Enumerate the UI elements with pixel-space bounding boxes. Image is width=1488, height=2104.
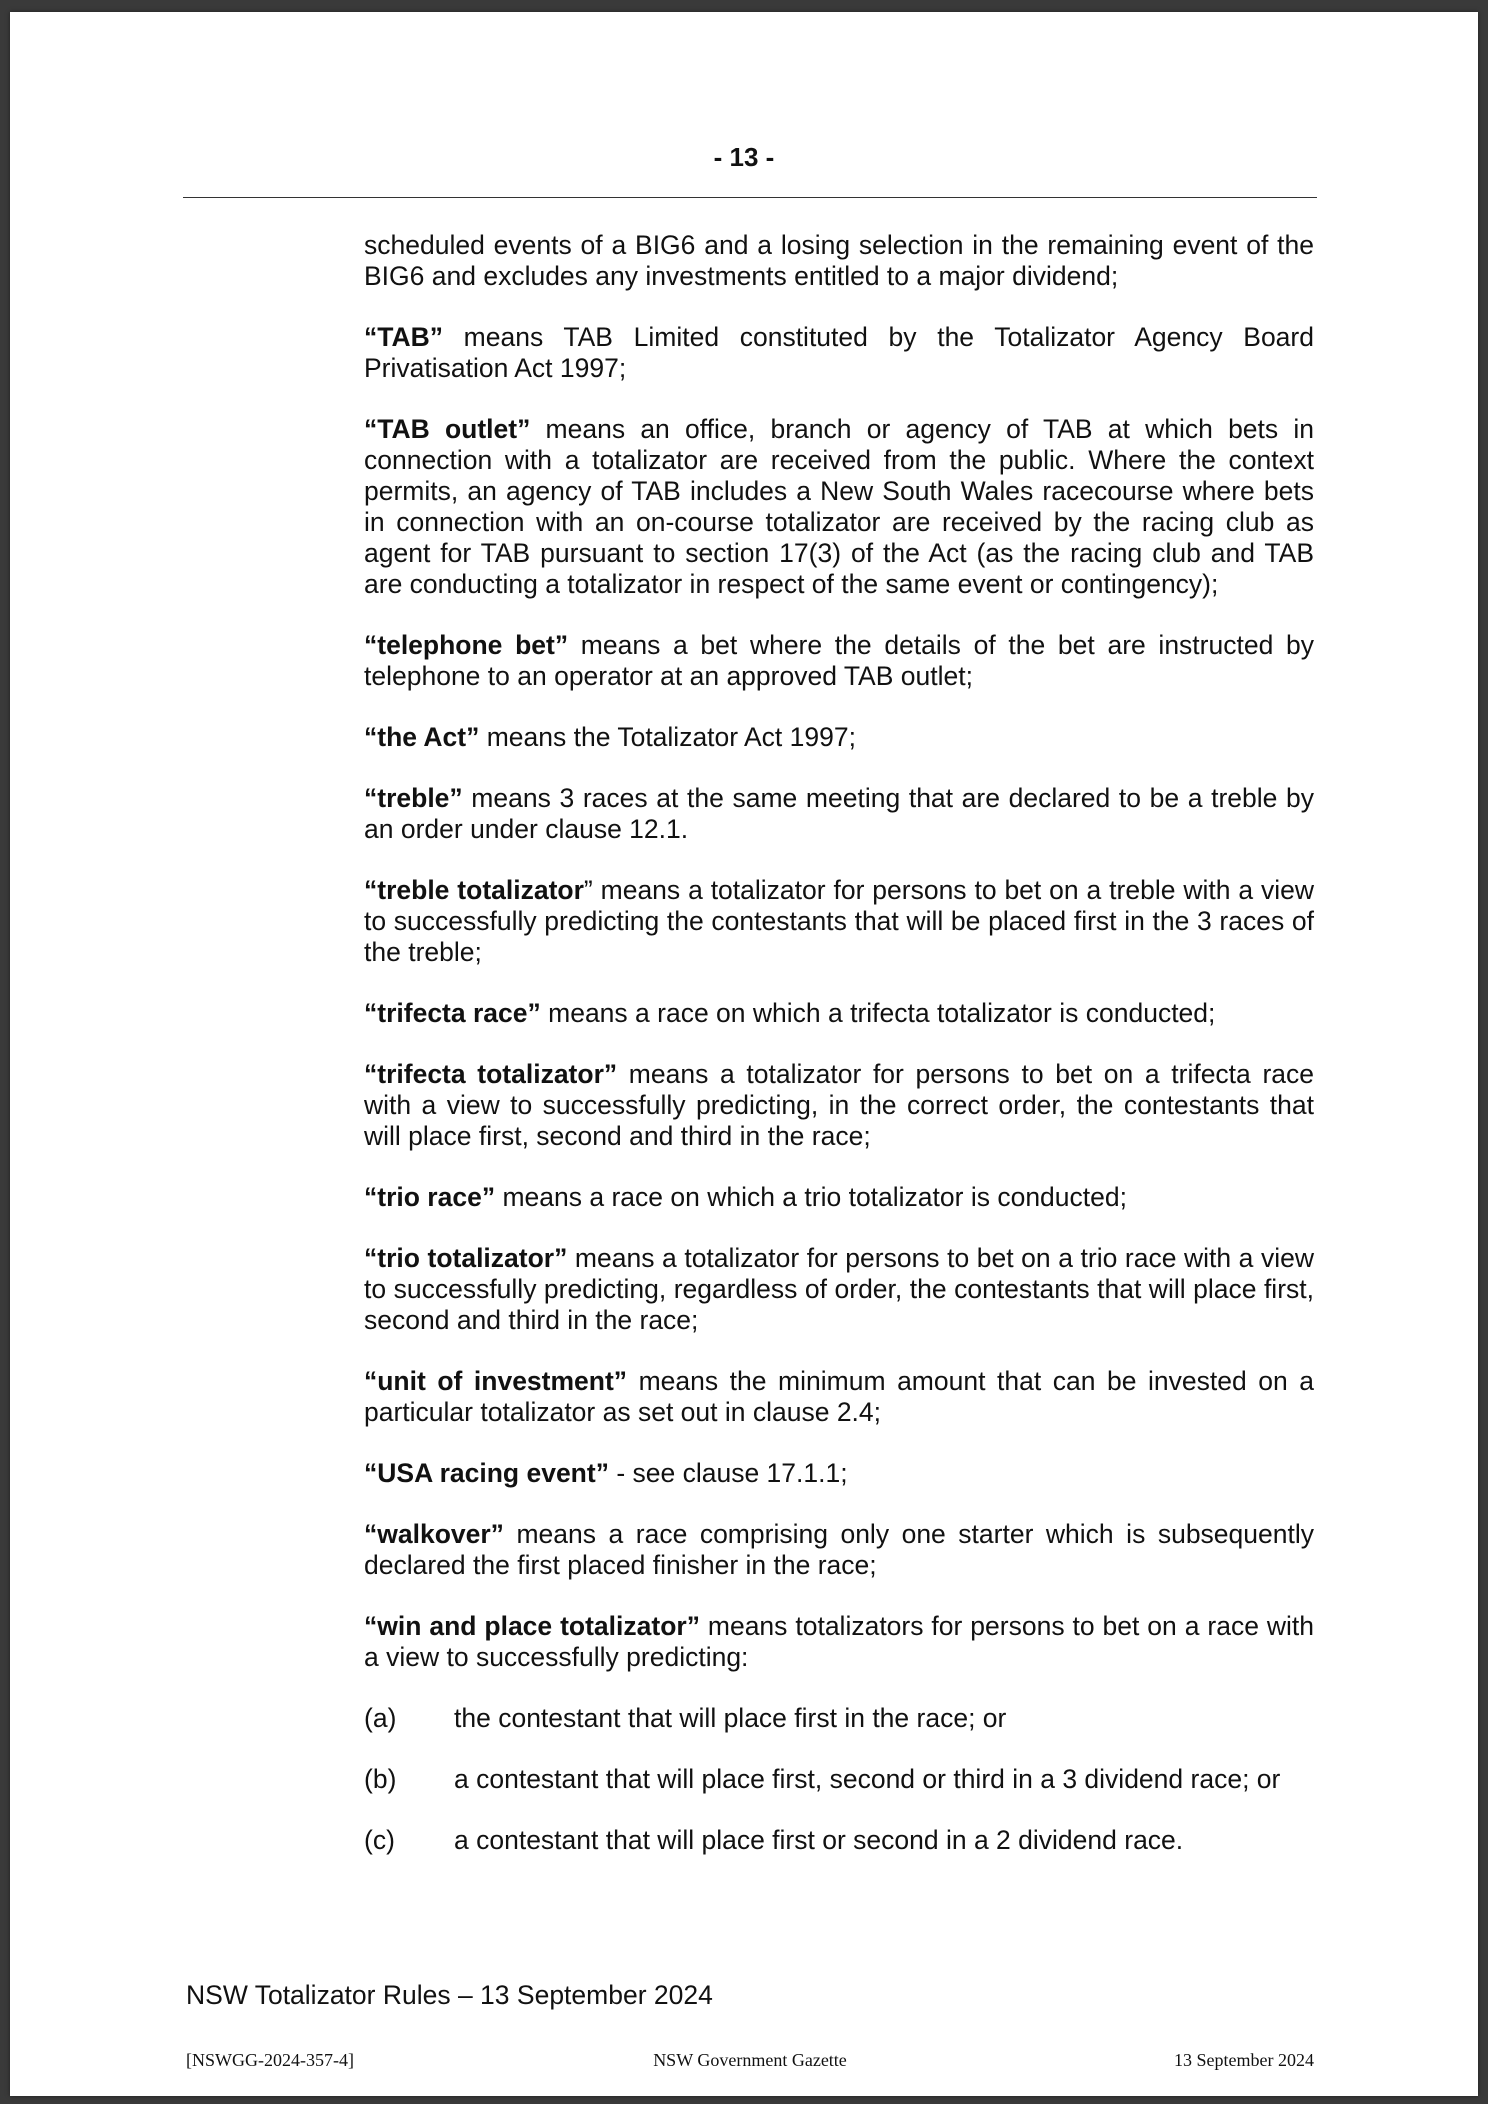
definition-text: means 3 races at the same meeting that are declared to be a treble by an order under clause 12.1. — [364, 783, 1314, 844]
list-item-label: (b) — [364, 1764, 397, 1794]
definition-trifecta-totalizator — [364, 1059, 1314, 1152]
definition-term: “trio totalizator” — [364, 1243, 568, 1273]
gazette-name: NSW Government Gazette — [653, 2050, 847, 2070]
definition-telephone-bet — [364, 630, 1314, 692]
definition-text: means a totalizator for persons to bet on a trio race with a view to successfully predicting, regardless of order, the contestants that will place first, second and third in the race; — [364, 1243, 1314, 1335]
definition-tab — [364, 322, 1314, 384]
definition-term: “telephone bet” — [364, 630, 569, 660]
definitions-body — [364, 230, 1314, 1886]
list-item-text: the contestant that will place first in the race; or — [454, 1703, 1007, 1733]
definition-text: means TAB Limited constituted by the Totalizator Agency Board Privatisation Act 1997; — [364, 322, 1314, 383]
definition-term: “USA racing event” — [364, 1458, 609, 1488]
definition-win-and-place-totalizator — [364, 1611, 1314, 1673]
definition-term: “treble totalizator — [364, 875, 584, 905]
definition-term: “walkover” — [364, 1519, 504, 1549]
definition-term: “trio race” — [364, 1182, 496, 1212]
definition-term: “trifecta race” — [364, 998, 541, 1028]
definition-term: “TAB outlet” — [364, 414, 531, 444]
definition-text: - see clause 17.1.1; — [608, 1458, 848, 1488]
list-item-label: (c) — [364, 1825, 395, 1855]
definition-trifecta-race — [364, 998, 1314, 1029]
definition-text: means a race on which a trio totalizator is conducted; — [495, 1182, 1127, 1212]
definition-term: “trifecta totalizator” — [364, 1059, 618, 1089]
definition-text: means the minimum amount that can be invested on a particular totalizator as set out in clause 2.4; — [364, 1366, 1315, 1427]
definition-text: means an office, branch or agency of TAB at which bets in connection with a totalizator are received from the public. Where the context permits, an agency of TAB includes a New South Wales racecourse where bets in connection with an on-course totalizator are received by the racing club as agent for TAB pursuant to section 17(3) of the Act (as the racing club and TAB are conducting a totalizator in respect of the same event or contingency); — [364, 414, 1315, 599]
list-item-text: a contestant that will place first or second in a 2 dividend race. — [454, 1825, 1184, 1855]
header-divider — [183, 197, 1317, 198]
definition-tab-outlet — [364, 414, 1314, 600]
definition-treble-totalizator — [364, 875, 1314, 968]
definition-trio-totalizator — [364, 1243, 1314, 1336]
definition-term: “TAB” — [364, 322, 443, 352]
definition-walkover — [364, 1519, 1314, 1581]
definition-text: ” means a totalizator for persons to bet on a treble with a view to successfully predicting the contestants that will be placed first in the 3 races of the treble; — [364, 875, 1314, 967]
intro-paragraph: scheduled events of a BIG6 and a losing selection in the remaining event of the BIG6 and excludes any investments entitled to a major dividend; — [364, 230, 1314, 291]
definition-usa-racing-event — [364, 1458, 1314, 1489]
definition-term: “unit of investment” — [364, 1366, 628, 1396]
definition-text: means a totalizator for persons to bet on a trifecta race with a view to successfully predicting, in the correct order, the contestants that will place first, second and third in the race; — [364, 1059, 1314, 1151]
definition-treble — [364, 783, 1314, 845]
definition-trio-race — [364, 1182, 1314, 1213]
gazette-date: 13 September 2024 — [1174, 2050, 1314, 2070]
list-item-text: a contestant that will place first, second or third in a 3 dividend race; or — [454, 1764, 1281, 1794]
footer-title: NSW Totalizator Rules – 13 September 2024 — [186, 1980, 713, 2010]
list-item — [364, 1764, 1314, 1795]
document-page — [10, 12, 1478, 2096]
page-number: - 13 - — [713, 142, 775, 172]
definition-term: “the Act” — [364, 722, 480, 752]
list-item-label: (a) — [364, 1703, 397, 1733]
definition-text: means the Totalizator Act 1997; — [479, 722, 856, 752]
definition-text: means a bet where the details of the bet are instructed by telephone to an operator at an approved TAB outlet; — [364, 630, 1314, 691]
definition-unit-of-investment — [364, 1366, 1314, 1428]
list-item — [364, 1703, 1314, 1734]
definition-text: means totalizators for persons to bet on a race with a view to successfully predicting: — [364, 1611, 1314, 1672]
gazette-id: [NSWGG-2024-357-4] — [186, 2050, 354, 2070]
definition-text: means a race comprising only one starter which is subsequently declared the first placed finisher in the race; — [364, 1519, 1314, 1580]
definition-term: “treble” — [364, 783, 463, 813]
definition-term: “win and place totalizator” — [364, 1611, 700, 1641]
list-item — [364, 1825, 1314, 1856]
definition-text: means a race on which a trifecta totalizator is conducted; — [540, 998, 1216, 1028]
definition-the-act — [364, 722, 1314, 753]
